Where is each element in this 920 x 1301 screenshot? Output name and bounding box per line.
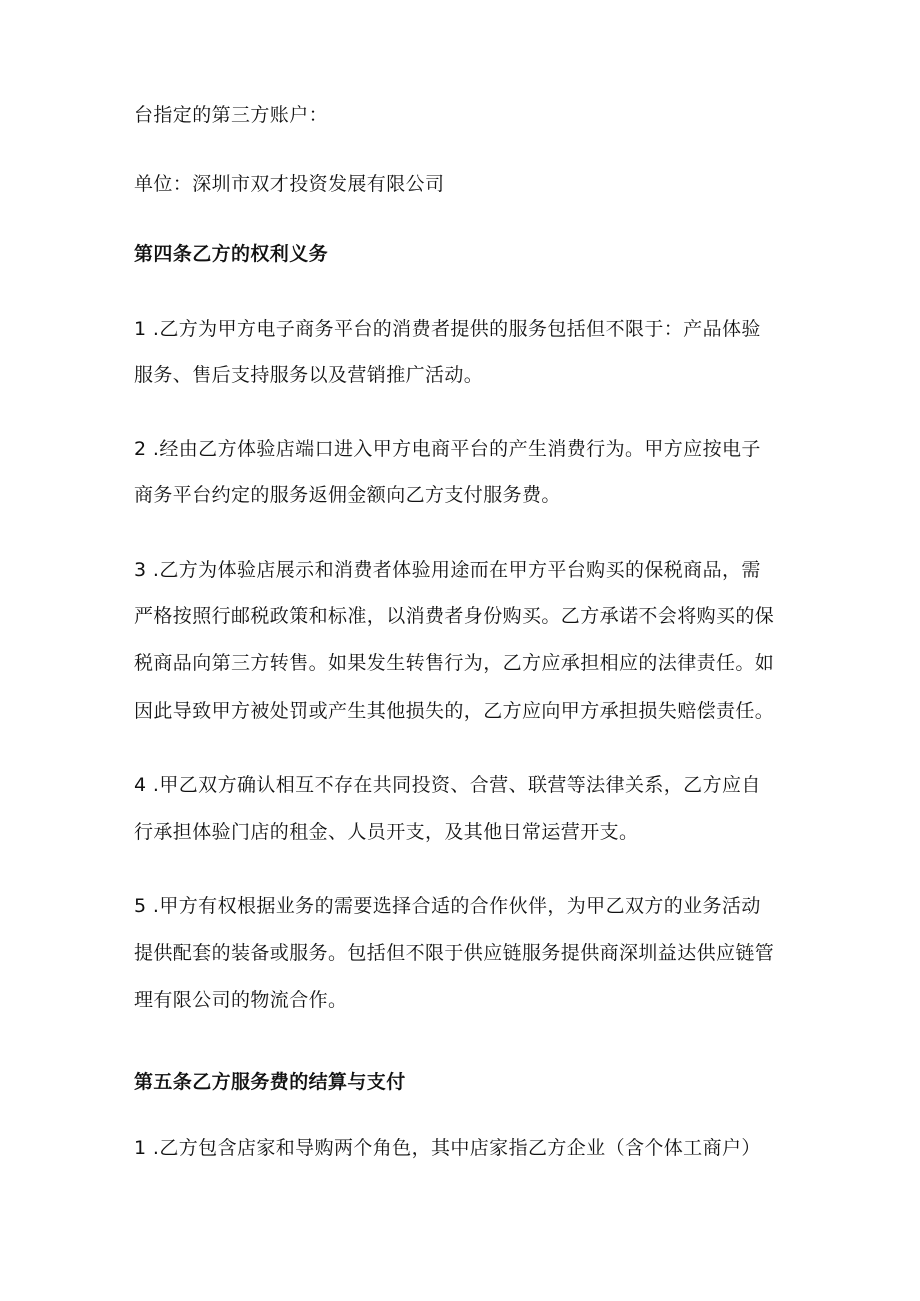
clause-2-line-2: 商务平台约定的服务返佣金额向乙方支付服务费。 bbox=[134, 484, 561, 506]
clause-3-line-2: 严格按照行邮税政策和标准，以消费者身份购买。乙方承诺不会将购买的保 bbox=[134, 605, 775, 627]
clause-2-line-1: 2 .经由乙方体验店端口进入甲方电商平台的产生消费行为。甲方应按电子 bbox=[134, 438, 761, 460]
text-line-company-unit: 单位：深圳市双才投资发展有限公司 bbox=[134, 173, 445, 195]
clause-4-line-2: 行承担体验门店的租金、人员开支，及其他日常运营开支。 bbox=[134, 821, 639, 843]
clause-3-line-3: 税商品向第三方转售。如果发生转售行为，乙方应承担相应的法律责任。如 bbox=[134, 652, 775, 674]
section-heading-article-4: 第四条乙方的权利义务 bbox=[134, 243, 329, 265]
section-heading-article-5: 第五条乙方服务费的结算与支付 bbox=[134, 1071, 406, 1093]
clause-3-line-4: 因此导致甲方被处罚或产生其他损失的，乙方应向甲方承担损失赔偿责任。 bbox=[134, 700, 775, 722]
text-line-account-intro: 台指定的第三方账户： bbox=[134, 104, 329, 126]
clause-1-line-1: 1 .乙方为甲方电子商务平台的消费者提供的服务包括但不限于：产品体验 bbox=[134, 318, 761, 340]
clause-5-line-2: 提供配套的装备或服务。包括但不限于供应链服务提供商深圳益达供应链管 bbox=[134, 942, 775, 964]
clause-5-1-line-1: 1 .乙方包含店家和导购两个角色，其中店家指乙方企业（含个体工商户） bbox=[134, 1137, 761, 1159]
clause-1-line-2: 服务、售后支持服务以及营销推广活动。 bbox=[134, 364, 484, 386]
clause-3-line-1: 3 .乙方为体验店展示和消费者体验用途而在甲方平台购买的保税商品，需 bbox=[134, 559, 761, 581]
clause-4-line-1: 4 .甲乙双方确认相互不存在共同投资、合营、联营等法律关系，乙方应自 bbox=[134, 774, 761, 796]
clause-5-line-3: 理有限公司的物流合作。 bbox=[134, 989, 348, 1011]
clause-5-line-1: 5 .甲方有权根据业务的需要选择合适的合作伙伴，为甲乙双方的业务活动 bbox=[134, 895, 761, 917]
